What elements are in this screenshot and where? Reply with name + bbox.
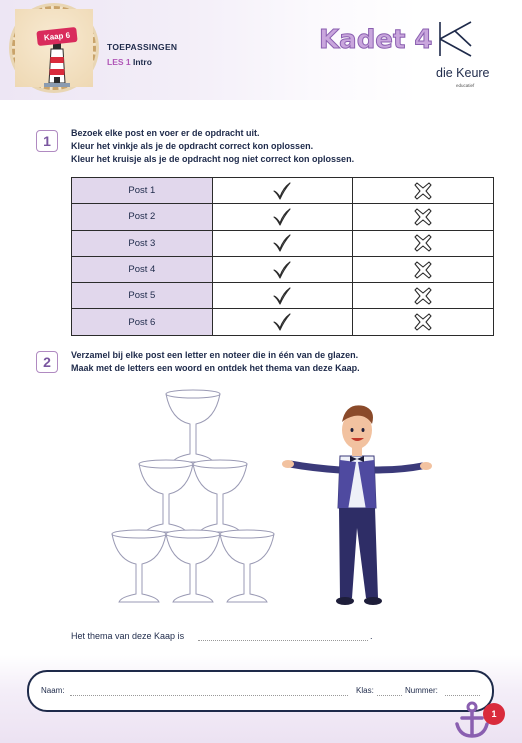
class-field[interactable]: [377, 695, 402, 696]
page-number: 1: [483, 703, 505, 725]
task-1-instructions: [71, 127, 354, 166]
check-icon[interactable]: [272, 261, 292, 278]
class-label: Klas:: [356, 686, 374, 695]
task-2-line-1: Verzamel bij elke post een letter en noteer die in één van de glazen.: [71, 350, 359, 360]
task-1-line-2: Kleur het vinkje als je de opdracht correct kon oplossen.: [71, 141, 314, 151]
cross-cell[interactable]: [353, 230, 494, 256]
glass[interactable]: [166, 530, 220, 602]
post-label: Post 4: [72, 256, 213, 282]
cross-cell[interactable]: [353, 309, 494, 335]
cross-icon[interactable]: [413, 261, 433, 278]
theme-label: Het thema van deze Kaap is: [71, 631, 185, 641]
task-1-line-3: Kleur het kruisje als je de opdracht nog niet correct kon oplossen.: [71, 154, 355, 164]
post-label: Post 2: [72, 204, 213, 230]
kaap-label: Kaap 6: [36, 27, 77, 46]
glass-tower: [108, 388, 278, 610]
glass[interactable]: [193, 460, 247, 532]
check-cell[interactable]: [212, 283, 353, 309]
task-2-line-2: Maak met de letters een woord en ontdek het thema van deze Kaap.: [71, 363, 360, 373]
task-2-number: 2: [36, 351, 58, 373]
check-cell[interactable]: [212, 178, 353, 204]
name-field[interactable]: [70, 695, 348, 696]
task-1-number: 1: [36, 130, 58, 152]
cross-cell[interactable]: [353, 178, 494, 204]
host-illustration: [282, 398, 432, 608]
number-field[interactable]: [445, 695, 480, 696]
post-label: Post 5: [72, 283, 213, 309]
table-row: [72, 256, 494, 282]
check-cell[interactable]: [212, 309, 353, 335]
check-icon[interactable]: [272, 208, 292, 225]
lesson-heading: [107, 57, 152, 67]
check-cell[interactable]: [212, 230, 353, 256]
publisher-sub: educatief: [456, 83, 475, 88]
post-label: Post 3: [72, 230, 213, 256]
kaap-badge: [12, 6, 96, 90]
post-table: [71, 177, 494, 336]
task-2-instructions: [71, 349, 360, 375]
lesson-title: Intro: [133, 57, 152, 67]
cross-cell[interactable]: [353, 256, 494, 282]
cross-icon[interactable]: [413, 234, 433, 251]
lesson-prefix: LES 1: [107, 57, 131, 67]
post-label: Post 1: [72, 178, 213, 204]
post-label: Post 6: [72, 309, 213, 335]
table-row: [72, 230, 494, 256]
glass[interactable]: [112, 530, 166, 602]
table-row: [72, 204, 494, 230]
cross-cell[interactable]: [353, 204, 494, 230]
check-cell[interactable]: [212, 204, 353, 230]
cross-icon[interactable]: [413, 208, 433, 225]
check-cell[interactable]: [212, 256, 353, 282]
cross-icon[interactable]: [413, 287, 433, 304]
glass[interactable]: [139, 460, 193, 532]
check-icon[interactable]: [272, 287, 292, 304]
cross-icon[interactable]: [413, 313, 433, 330]
number-label: Nummer:: [405, 686, 438, 695]
table-row: [72, 178, 494, 204]
glass[interactable]: [220, 530, 274, 602]
theme-answer-line[interactable]: [198, 640, 368, 641]
cross-icon[interactable]: [413, 182, 433, 199]
kadet-logo-text: Kadet 4: [319, 25, 433, 55]
publisher-name: die Keure: [436, 66, 490, 80]
table-row: [72, 283, 494, 309]
check-icon[interactable]: [272, 234, 292, 251]
kadet-logo: [317, 20, 433, 56]
check-icon[interactable]: [272, 182, 292, 199]
check-icon[interactable]: [272, 313, 292, 330]
section-title: TOEPASSINGEN: [107, 42, 178, 52]
name-label: Naam:: [41, 686, 65, 695]
cross-cell[interactable]: [353, 283, 494, 309]
die-keure-logo-mark: [437, 20, 475, 58]
theme-end: .: [370, 631, 373, 641]
glass[interactable]: [166, 390, 220, 462]
table-row: [72, 309, 494, 335]
task-1-line-1: Bezoek elke post en voer er de opdracht uit.: [71, 128, 260, 138]
